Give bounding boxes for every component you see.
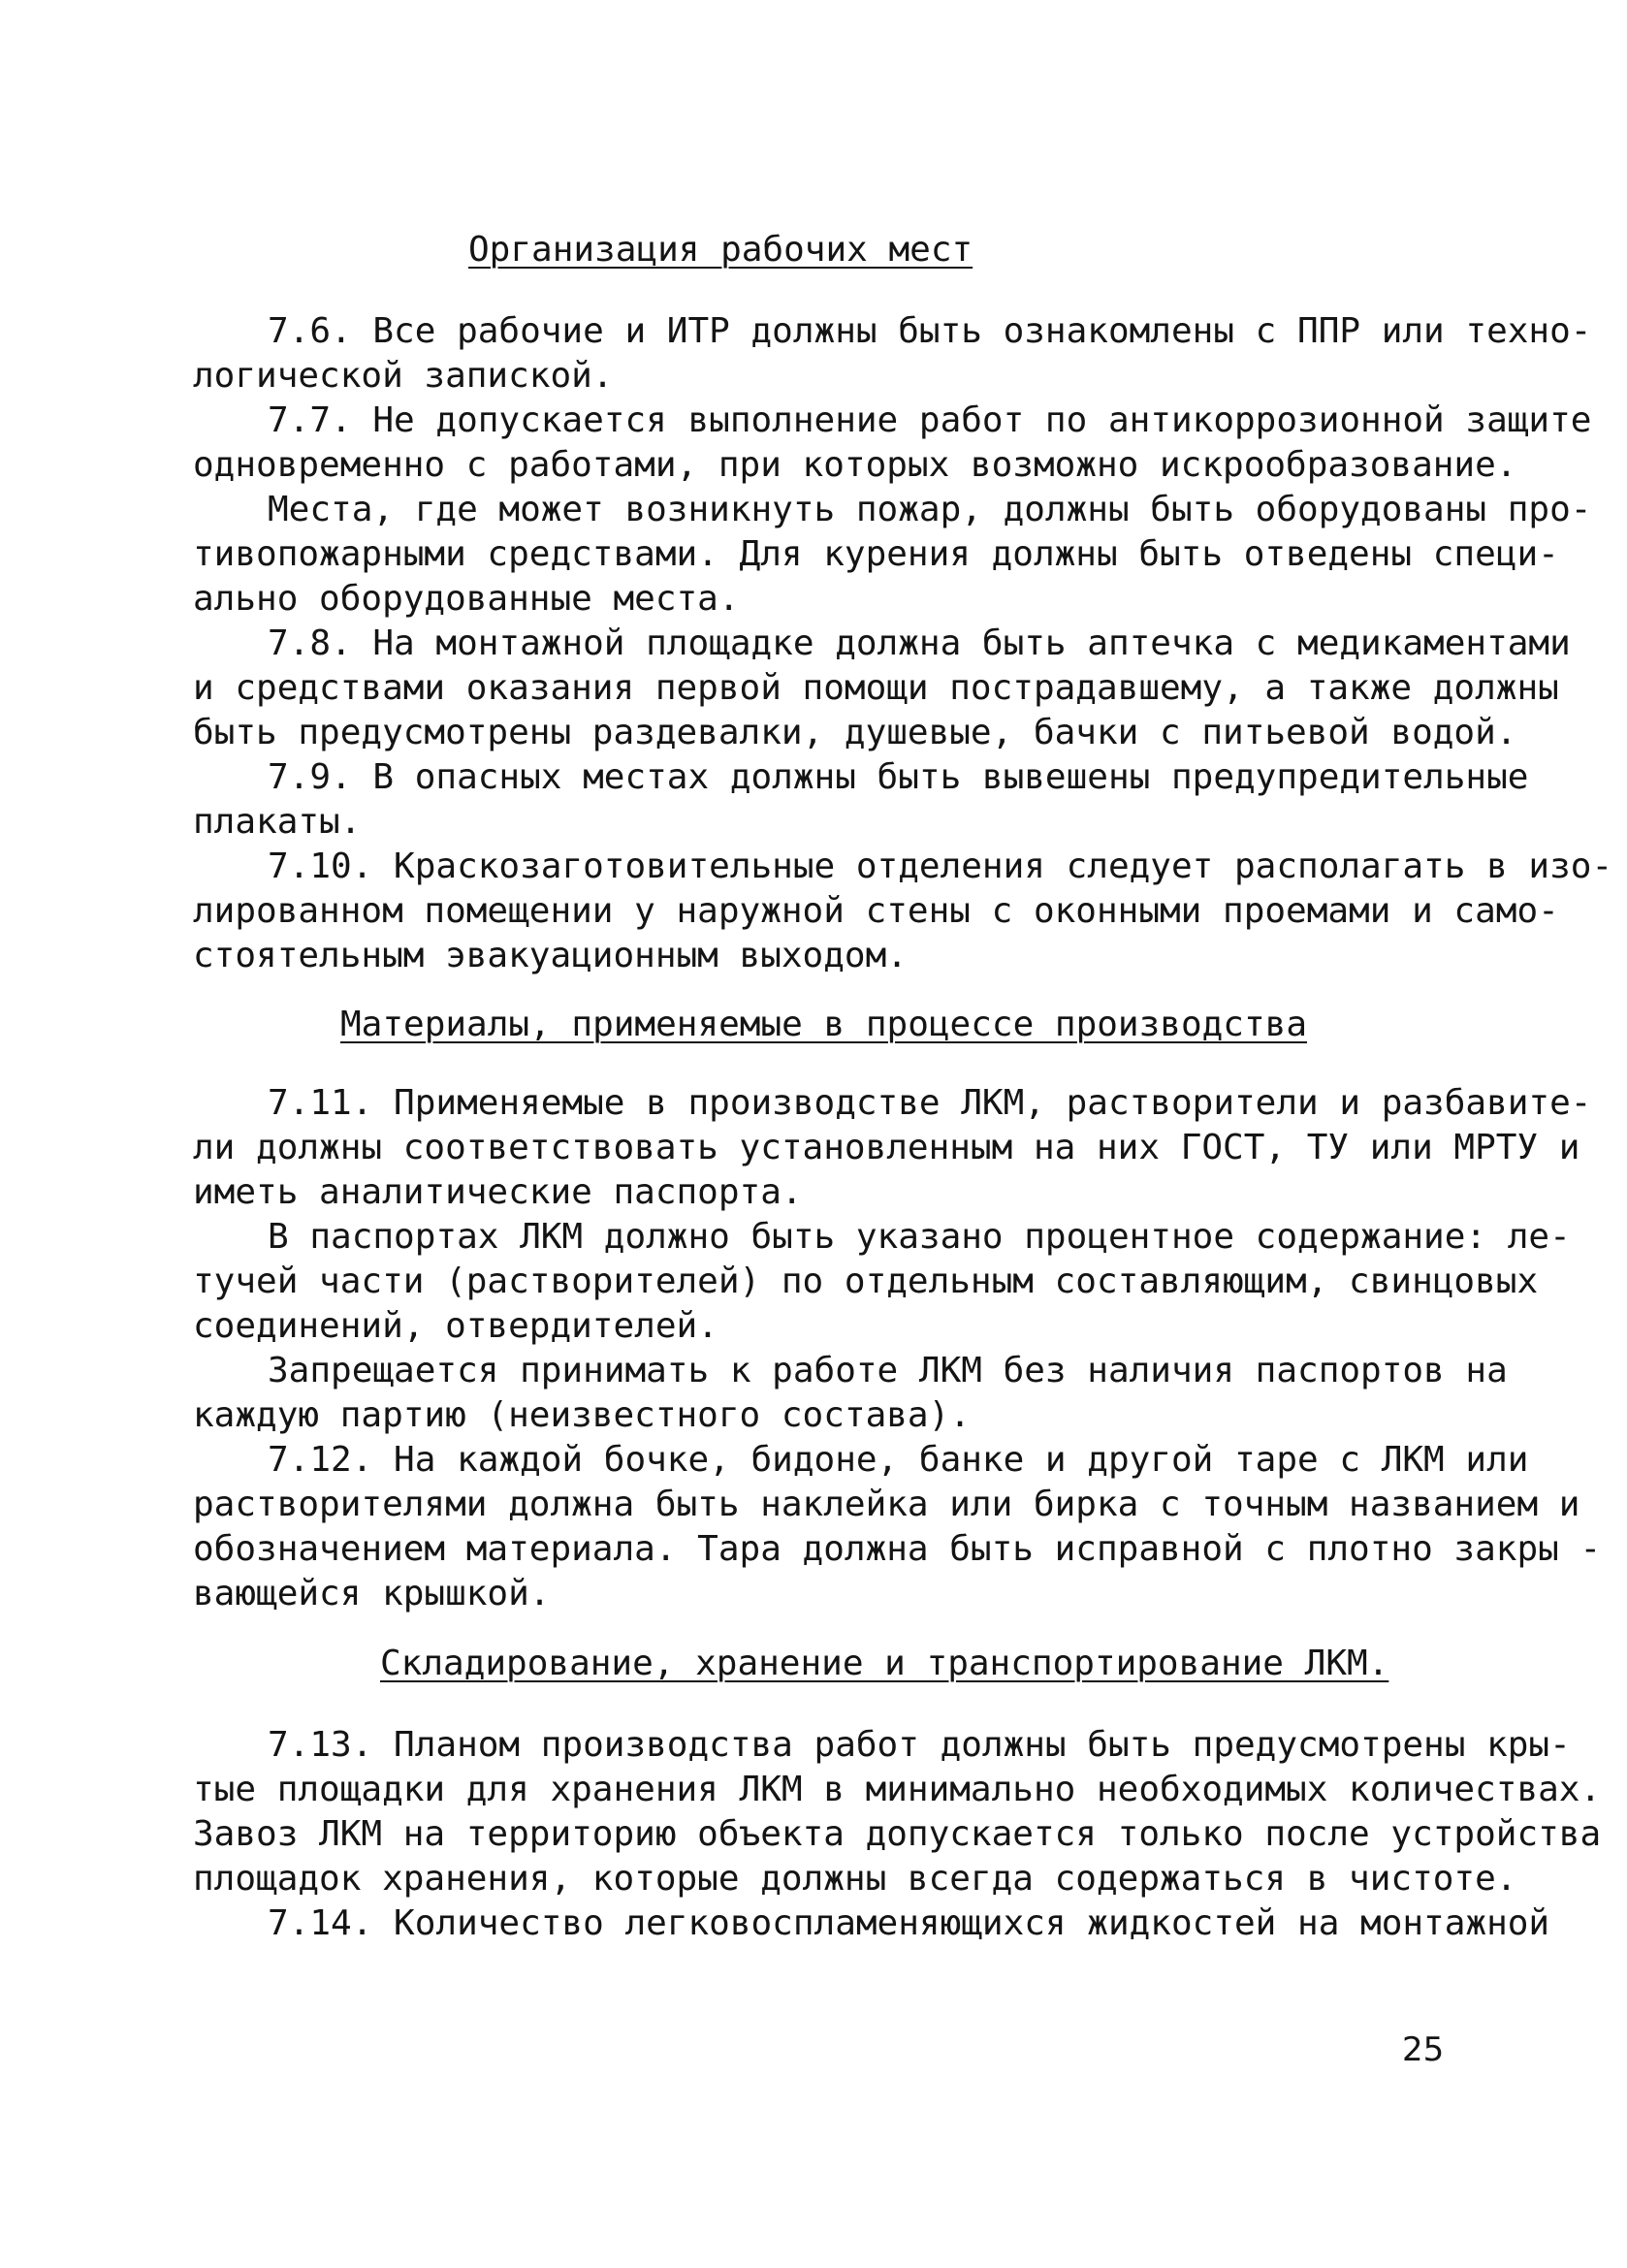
text-line: растворителями должна быть наклейка или бирка с точным названием и <box>193 1485 1580 1524</box>
text-line: тучей части (растворителей) по отдельным составляющим, свинцовых <box>193 1262 1539 1301</box>
page-number: 25 <box>1402 2030 1445 2069</box>
text-line: логической запиской. <box>193 356 614 396</box>
heading-workplace-organization: Организация рабочих мест <box>468 230 973 270</box>
heading-storage-transport: Складирование, хранение и транспортирование ЛКМ. <box>380 1644 1389 1683</box>
text-line: Завоз ЛКМ на территорию объекта допускается только после устройства <box>193 1814 1602 1854</box>
text-line: быть предусмотрены раздевалки, душевые, бачки с питьевой водой. <box>193 713 1517 752</box>
text-line: 7.10. Краскозаготовительные отделения следует располагать в изо- <box>268 847 1613 886</box>
text-line: обозначением материала. Тара должна быть исправной с плотно закры - <box>193 1529 1602 1569</box>
text-line: 7.8. На монтажной площадке должна быть аптечка с медикаментами <box>268 623 1571 663</box>
text-line: каждую партию (неизвестного состава). <box>193 1395 971 1435</box>
text-line: ли должны соответствовать установленным на них ГОСТ, ТУ или МРТУ и <box>193 1128 1580 1167</box>
text-line: и средствами оказания первой помощи пострадавшему, а также должны <box>193 668 1559 708</box>
text-line: 7.11. Применяемые в производстве ЛКМ, растворители и разбавите- <box>268 1083 1592 1123</box>
text-line: Места, где может возникнуть пожар, должны быть оборудованы про- <box>268 490 1592 529</box>
text-line: стоятельным эвакуационным выходом. <box>193 936 908 975</box>
text-line: вающейся крышкой. <box>193 1574 551 1613</box>
text-line: тые площадки для хранения ЛКМ в минимально необходимых количествах. <box>193 1770 1602 1809</box>
text-line: соединений, отвердителей. <box>193 1306 718 1346</box>
text-line: В паспортах ЛКМ должно быть указано процентное содержание: ле- <box>268 1217 1571 1257</box>
text-line: тивопожарными средствами. Для курения должны быть отведены специ- <box>193 534 1559 574</box>
text-line: одновременно с работами, при которых возможно искрообразование. <box>193 445 1517 485</box>
text-line: 7.13. Планом производства работ должны быть предусмотрены кры- <box>268 1725 1571 1765</box>
text-line: иметь аналитические паспорта. <box>193 1172 803 1212</box>
text-line: плакаты. <box>193 802 362 842</box>
text-line: 7.14. Количество легковоспламеняющихся жидкостей на монтажной <box>268 1903 1550 1943</box>
text-line: ально оборудованные места. <box>193 579 740 619</box>
text-line: Запрещается принимать к работе ЛКМ без наличия паспортов на <box>268 1351 1508 1390</box>
text-line: лированном помещении у наружной стены с оконными проемами и само- <box>193 891 1559 931</box>
text-line: 7.6. Все рабочие и ИТР должны быть ознакомлены с ППР или техно- <box>268 311 1592 351</box>
text-line: 7.12. На каждой бочке, бидоне, банке и другой таре с ЛКМ или <box>268 1440 1529 1480</box>
text-line: 7.9. В опасных местах должны быть вывешены предупредительные <box>268 757 1529 797</box>
heading-production-materials: Материалы, применяемые в процессе производства <box>340 1005 1307 1044</box>
text-line: площадок хранения, которые должны всегда содержаться в чистоте. <box>193 1859 1517 1899</box>
text-line: 7.7. Не допускается выполнение работ по антикоррозионной защите <box>268 400 1592 440</box>
